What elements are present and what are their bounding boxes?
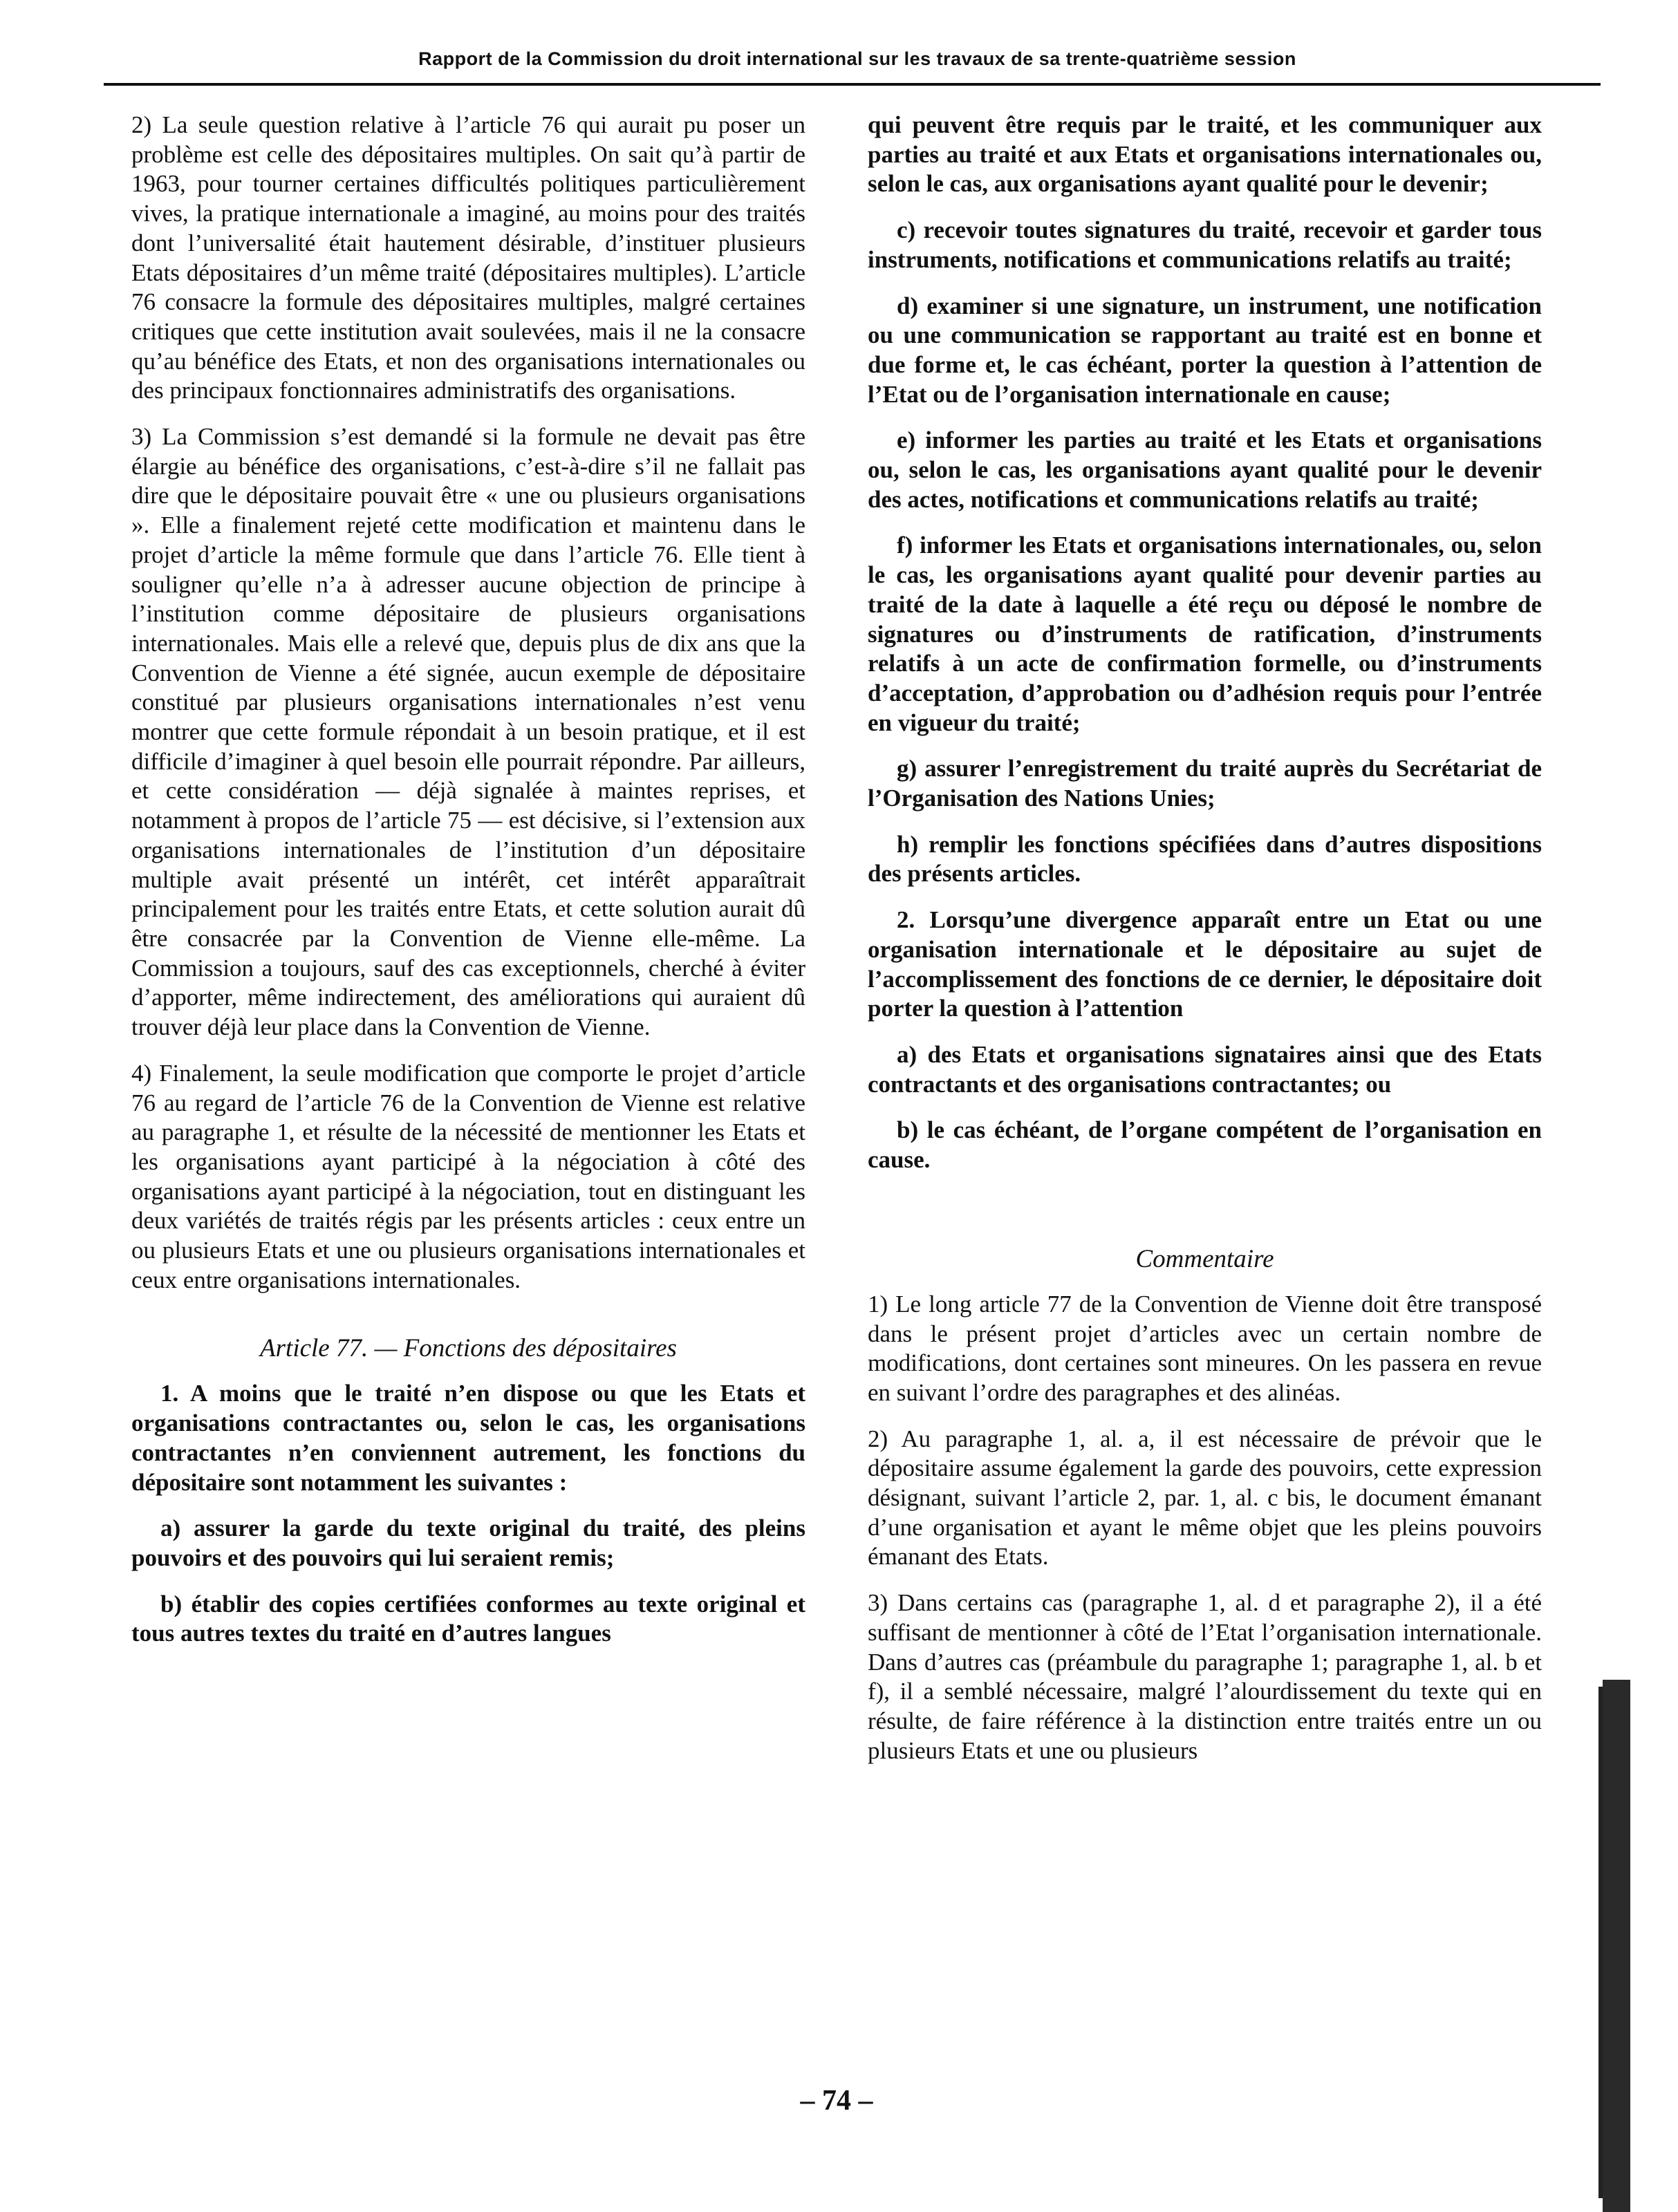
left-column — [131, 111, 805, 1998]
article-77-item-g: g) assurer l’enregistrement du traité auprès du Secrétariat de l’Organisation des Nations Unies; — [868, 755, 1542, 812]
paragraph-3: 3) La Commission s’est demandé si la formule ne devait pas être élargie au bénéfice des organisations, c’est-à-dire s’il ne fallait pas dire que le dépositaire pouvait être « une ou plusieurs organisations ». Elle a finalement rejeté cette modification et maintenu dans le projet d’article la même formule que dans l’article 76. Elle tient à souligner qu’elle n’a à adresser aucune objection de principe à l’institution comme dépositaire de plusieurs organisations internationales. Mais elle a relevé que, depuis plus de dix ans que la Convention de Vienne a été signée, aucun exemple de dépositaire constitué par plusieurs organisations internationales n’est venu montrer que cette formule répondait à un besoin pratique, et il est difficile d’imaginer à quel besoin elle pourrait répondre. Par ailleurs, et cette considération — déjà signalée à maintes reprises, et notamment à propos de l’article 75 — est décisive, si l’extension aux organisations internationales de l’institution d’un dépositaire multiple avait présenté un intérêt, cet intérêt apparaîtrait principalement pour les traités entre Etats, et cette solution aurait dû être consacrée par la Convention de Vienne elle-même. La Commission a toujours, sauf des cas exceptionnels, cherché à éviter d’apporter, même indirectement, des améliorations qui auraient dû trouver déjà leur place dans la Convention de Vienne. — [131, 423, 805, 1041]
commentary-title: Commentaire — [1135, 1244, 1274, 1273]
article-77-paragraph-1: 1. A moins que le traité n’en dispose ou que les Etats et organisations contractantes ou, selon le cas, les organisations contractantes n’en conviennent autrement, les fonctions du dépositaire sont notamment les suivantes : — [131, 1380, 805, 1496]
right-column — [868, 111, 1542, 1782]
paragraph-2-item-a: a) des Etats et organisations signataires ainsi que des Etats contractants et des organisations contractantes; ou — [868, 1040, 1542, 1098]
article-77-item-h: h) remplir les fonctions spécifiées dans d’autres dispositions des présents articles. — [868, 830, 1542, 888]
paragraph-2-item-b: b) le cas échéant, de l’organe compétent de l’organisation en cause. — [868, 1116, 1542, 1174]
commentary-paragraph-1: 1) Le long article 77 de la Convention de Vienne doit être transposé dans le présent projet d’articles avec un certain nombre de modifications, dont certaines sont mineures. On les passera en revue en suivant l’ordre des paragraphes et des alinéas. — [868, 1290, 1542, 1406]
article-77-item-a: a) assurer la garde du texte original du traité, des pleins pouvoirs et des pouvoirs qui lui seraient remis; — [131, 1515, 805, 1571]
scan-edge-shadow — [1603, 1680, 1630, 2212]
article-77-title: Article 77. — Fonctions des dépositaires — [260, 1334, 677, 1363]
paragraph-4: 4) Finalement, la seule modification que comporte le projet d’article 76 au regard de l’article 76 de la Convention de Vienne est relative au paragraphe 1, et résulte de la nécessité de mentionner les Etats et les organisations ayant participé à la négociation à côté des organisations ayant participé à la négociation, tout en distinguant les deux variétés de traités régis par les présents articles : ceux entre un ou plusieurs Etats et une ou plusieurs organisations internationales et ceux entre organisations internationales. — [131, 1059, 805, 1293]
paragraph-2: 2) La seule question relative à l’article 76 qui aurait pu poser un problème est celle des dépositaires multiples. On sait qu’à partir de 1963, pour tourner certaines difficultés politiques particulièrement vives, la pratique internationale a imaginé, au moins pour des traités dont l’universalité était hautement désirable, d’instituer plusieurs Etats dépositaires d’un même traité (dépositaires multiples). L’article 76 consacre la formule des dépositaires multiples, malgré certaines critiques que cette institution avait soulevées, mais il ne la consacre qu’au bénéfice des Etats, et non des organisations internationales ou des principaux fonctionnaires administratifs des organisations. — [131, 111, 805, 404]
article-77-item-b-start: b) établir des copies certifiées conformes au texte original et tous autres textes du traité en d’autres langues — [131, 1590, 805, 1647]
commentary-paragraph-3: 3) Dans certains cas (paragraphe 1, al. d et paragraphe 2), il a été suffisant de mentionner à côté de l’Etat l’organisation internationale. Dans d’autres cas (préambule du paragraphe 1; paragraphe 1, al. b et f), il a semblé nécessaire, malgré l’alourdissement du texte qui en résulte, de faire référence à la distinction entre traités entre un ou plusieurs Etats et une ou plusieurs — [868, 1589, 1542, 1764]
article-77-paragraph-2: 2. Lorsqu’une divergence apparaît entre un Etat ou une organisation internationale et le dépositaire au sujet de l’accomplissement des fonctions de ce dernier, le dépositaire doit porter la question à l’attention — [868, 906, 1542, 1022]
commentary-paragraph-2: 2) Au paragraphe 1, al. a, il est nécessaire de prévoir que le dépositaire assume également la garde des pouvoirs, cette expression désignant, suivant l’article 2, par. 1, al. c bis, le document émanant d’une organisation et ayant le même objet que les pleins pouvoirs émanant des Etats. — [868, 1425, 1542, 1571]
article-77-item-b-continued: qui peuvent être requis par le traité, et les communiquer aux parties au traité et aux Etats et organisations internationales ou, selon le cas, aux organisations ayant qualité pour le devenir; — [868, 111, 1542, 198]
article-77-item-e: e) informer les parties au traité et les Etats et organisations ou, selon le cas, les organisations ayant qualité pour le devenir des actes, notifications et communications relatifs au traité; — [868, 427, 1542, 513]
article-77-item-c: c) recevoir toutes signatures du traité, recevoir et garder tous instruments, notifications et communications relatifs au traité; — [868, 216, 1542, 273]
running-header: Rapport de la Commission du droit international sur les travaux de sa trente-quatrième session — [418, 48, 1296, 69]
page-number: – 74 – — [800, 2085, 873, 2117]
header-rule — [104, 83, 1601, 86]
article-77-item-d: d) examiner si une signature, un instrument, une notification ou une communication se rapportant au traité est en bonne et due forme et, le cas échéant, porter la question à l’attention de l’Etat ou de l’organisation internationale en cause; — [868, 292, 1542, 408]
article-77-item-f: f) informer les Etats et organisations internationales, ou, selon le cas, les organisations ayant qualité pour devenir parties au traité de la date à laquelle a été reçu ou déposé le nombre de signatures ou d’instruments de ratification, d’instruments relatifs à un acte de confirmation formelle, ou d’instruments d’acceptation, d’approbation ou d’adhésion requis pour l’entrée en vigueur du traité; — [868, 532, 1542, 736]
